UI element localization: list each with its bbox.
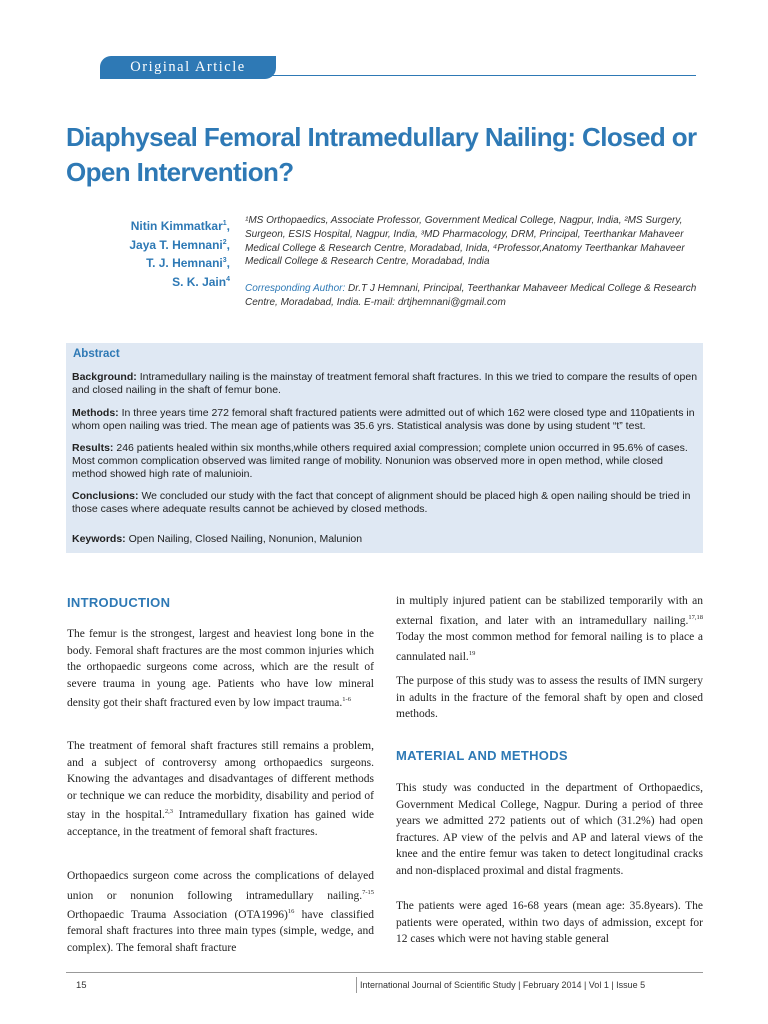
journal-citation: International Journal of Scientific Study | February 2014 | Vol 1 | Issue 5 <box>360 980 646 990</box>
footer-divider <box>356 977 357 993</box>
corresponding-author <box>245 282 700 310</box>
page-number: 15 <box>76 980 87 991</box>
corresponding-author-details: Dr.T J Hemnani, Principal, Teerthankar Mahaveer Medical College & Research Centre, Moradabad, India. E-mail: drtjhemnani@gmail.com <box>245 283 697 308</box>
abstract-background: Background: Intramedullary nailing is the mainstay of treatment femoral shaft fractures. In this we tried to compare the results of open and closed nailing in the shaft of femur bone. <box>72 371 698 396</box>
intro-paragraph-1: The femur is the strongest, largest and heaviest long bone in the body. Femoral shaft fractures are the most common injuries which the orthopaedic surgeons come across, which are the result of severe trauma in young age. Patients who have low mineral density got their shaft fractured even by low impact trauma.$^{1-6}$ <box>67 628 374 710</box>
author-4: S. K. Jain$^4$ <box>172 274 230 289</box>
author-2: Jaya T. Hemnani$^2$, <box>129 237 230 252</box>
abstract-results: Results: 246 patients healed within six months,while others required axial compression; complete union occurred in 95.6% of cases. Most common complication observed was limited range of mobility. Nonunion was observed more in open method, while closed method showed high rate of malunioin. <box>72 442 688 480</box>
author-3: T. J. Hemnani$^3$, <box>146 256 230 270</box>
article-type-badge: Original Article <box>100 56 276 79</box>
intro-paragraph-4: in multiply injured patient can be stabilized temporarily with an external fixation, and later with an intramedullary nailing.$^{17,18}$ Today the most common method for femoral nailing is to place a cannulated nail.$^{19}$ <box>396 595 703 663</box>
methods-paragraph-1: This study was conducted in the department of Orthopaedics, Government Medical College, Nagpur. During a period of three years we admitted 272 patients out of which (31.2%) had open fractures. AP view of the pelvis and AP and lateral views of the knee and the entire femur was taken to detect longitudinal cracks and non-displaced proximal and distal fragments. <box>396 782 703 877</box>
author-1: Nitin Kimmatkar$^1$, <box>130 219 230 233</box>
intro-paragraph-3: Orthopaedics surgeon come across the complications of delayed union or nonunion following intramedullary nailing.$^{7-15}$ Orthopaedic Trauma Association $(OTA1996)^{16}$ have classified femoral shaft fractures into three main types (simple, wedge, and complex). The femoral shaft fracture <box>67 870 374 955</box>
abstract-keywords: Keywords: Open Nailing, Closed Nailing, Nonunion, Malunion <box>72 533 363 545</box>
abstract-conclusions: Conclusions: We concluded our study with the fact that concept of alignment should be placed high & open nailing should be tried in those cases where adequate results cannot be achieved by closed methods. <box>72 490 691 515</box>
abstract-methods: Methods: In three years time 272 femoral shaft fractured patients were admitted out of which 162 were closed type and 110patients in whom open nailing was tried. The mean age of patients was 35.6 yrs. Statistical analysis was done by using student “t” test. <box>72 407 695 432</box>
intro-paragraph-5: The purpose of this study was to assess the results of IMN surgery in adults in the fracture of the femoral shaft by open and closed methods. <box>396 675 703 721</box>
intro-paragraph-2: The treatment of femoral shaft fractures still remains a problem, and a subject of controversy among orthopaedics surgeons. Knowing the advantages and disadvantages of different methods or technique we can reduce the morbidity, disability and period of stay in the hospital.$^{2,3}$ Intramedullary fixation has gained wide acceptance, in the treatment of femoral shaft fractures. <box>67 740 374 838</box>
introduction-heading: INTRODUCTION <box>67 595 171 610</box>
abstract-box <box>66 343 703 553</box>
methods-paragraph-2: The patients were aged 16-68 years (mean age: 35.8years). The patients were operated, within two days of admission, except for 12 cases which were not having stable general <box>396 900 703 946</box>
footer-rule <box>66 972 703 973</box>
methods-heading: MATERIAL AND METHODS <box>396 748 568 763</box>
article-title: Diaphyseal Femoral Intramedullary Nailing: Closed or Open Intervention? <box>66 122 697 187</box>
author-affiliations: ¹MS Orthopaedics, Associate Professor, Government Medical College, Nagpur, India, ²MS Surgery, Surgeon, ESIS Hospital, Nagpur, India, ³MD Pharmacology, DRM, Principal, Teerthankar Mahaveer Medical College & Research Centre, Moradabad, Inida, ⁴Professor,Anatomy Teerthankar Mahaveer Medicall College & Research Centre, Moradabad, India <box>245 215 685 268</box>
abstract-heading: Abstract <box>73 348 120 360</box>
corresponding-author-label: Corresponding Author: <box>245 283 346 294</box>
author-list <box>60 216 230 290</box>
